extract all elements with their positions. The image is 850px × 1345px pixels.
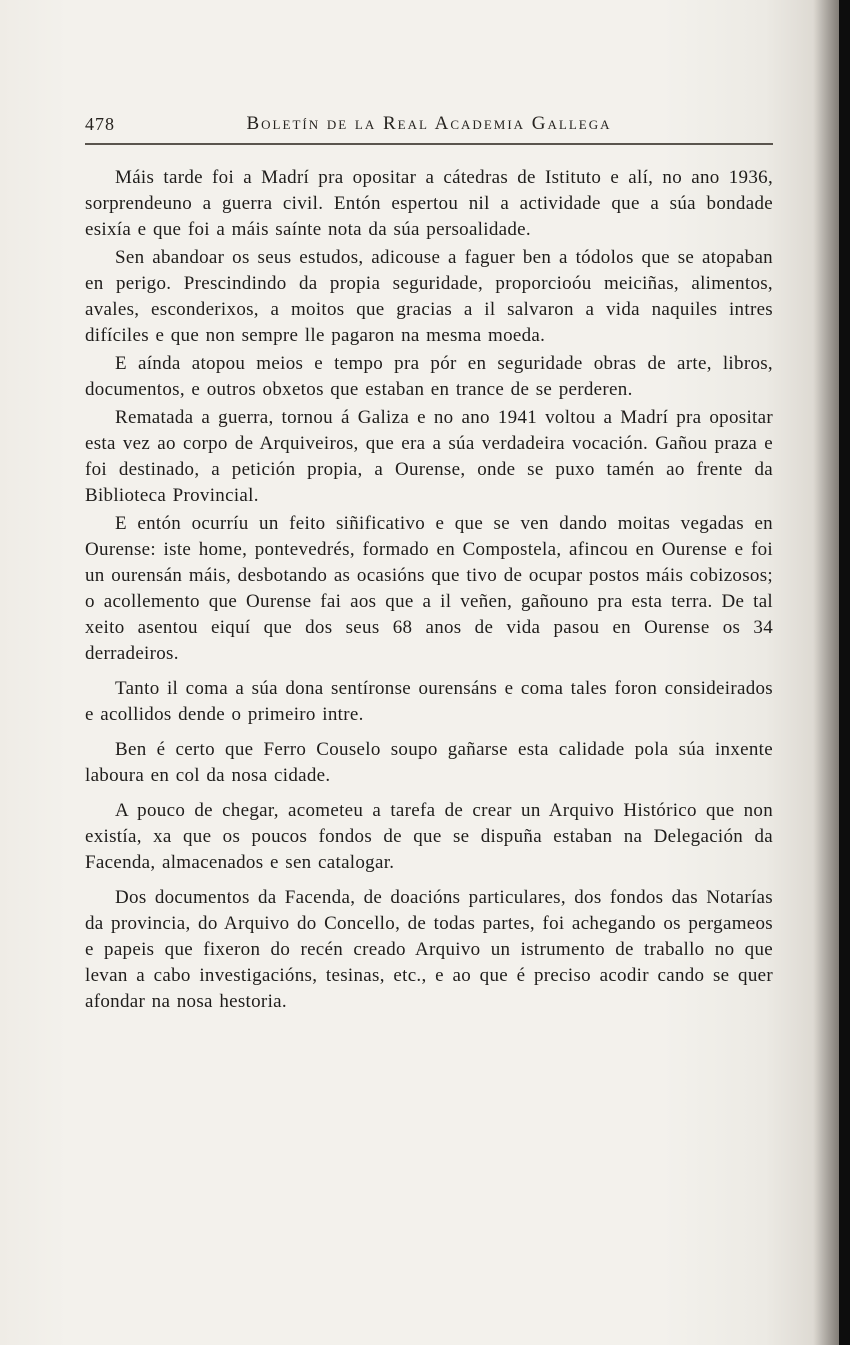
scan-edge bbox=[839, 0, 850, 1345]
paragraph: Ben é certo que Ferro Couselo soupo gañarse esta calidade pola súa inxente laboura en col da nosa cidade. bbox=[85, 739, 773, 786]
paragraph: Dos documentos da Facenda, de doacións particulares, dos fondos das Notarías da provincia, do Arquivo do Concello, de todas partes, foi achegando os pergameos e papeis que fixeron do recén creado Arquivo un istrumento de traballo no que levan a cabo investigacións, tesinas, etc., e ao que é preciso acodir cando se quer afondar na nosa hestoria. bbox=[85, 887, 773, 1012]
paragraph: A pouco de chegar, acometeu a tarefa de crear un Arquivo Histórico que non existía, xa que os poucos fondos de que se dispuña estaban na Delegación da Facenda, almacenados e sen catalogar. bbox=[85, 800, 773, 873]
page-body bbox=[85, 165, 773, 1015]
paragraph: Rematada a guerra, tornou á Galiza e no ano 1941 voltou a Madrí pra opositar esta vez ao corpo de Arquiveiros, que era a súa verdadeira vocación. Gañou praza e foi destinado, a petición propia, a Ourense, onde se puxo tamén ao frente da Biblioteca Provincial. bbox=[85, 407, 773, 506]
paragraph: Tanto il coma a súa dona sentíronse ourensáns e coma tales foron consideirados e acollidos dende o primeiro intre. bbox=[85, 678, 773, 725]
paragraph: Sen abandoar os seus estudos, adicouse a faguer ben a tódolos que se atopaban en perigo. Prescindindo da propia seguridade, proporcioóu meiciñas, alimentos, avales, esconderixos, a moitos que gracias a il salvaron a vida naquiles intres difíciles e que non sempre lle pagaron na mesma moeda. bbox=[85, 247, 773, 346]
paragraph: Máis tarde foi a Madrí pra opositar a cátedras de Istituto e alí, no ano 1936, sorprendeuno a guerra civil. Entón espertou nil a actividade que a súa bondade esixía e que foi a máis saínte nota da súa persoalidade. bbox=[85, 167, 773, 240]
paragraph: E aínda atopou meios e tempo pra pór en seguridade obras de arte, libros, documentos, e outros obxetos que estaban en trance de se perderen. bbox=[85, 353, 773, 400]
page-header bbox=[85, 113, 773, 135]
journal-title: Boletín de la Real Academia Gallega bbox=[246, 113, 612, 134]
paragraph: E entón ocurríu un feito siñificativo e que se ven dando moitas vegadas en Ourense: iste home, pontevedrés, formado en Compostela, afincou en Ourense e foi un ourensán máis, desbotando as ocasións que tivo de ocupar postos máis cobizosos; o acollemento que Ourense fai aos que a il veñen, gañouno pra esta terra. De tal xeito asentou eiquí que dos seus 68 anos de vida pasou en Ourense os 34 derradeiros. bbox=[85, 513, 773, 664]
page-number: 478 bbox=[85, 114, 115, 134]
scan-shadow bbox=[813, 0, 839, 1345]
header-rule bbox=[85, 143, 773, 145]
